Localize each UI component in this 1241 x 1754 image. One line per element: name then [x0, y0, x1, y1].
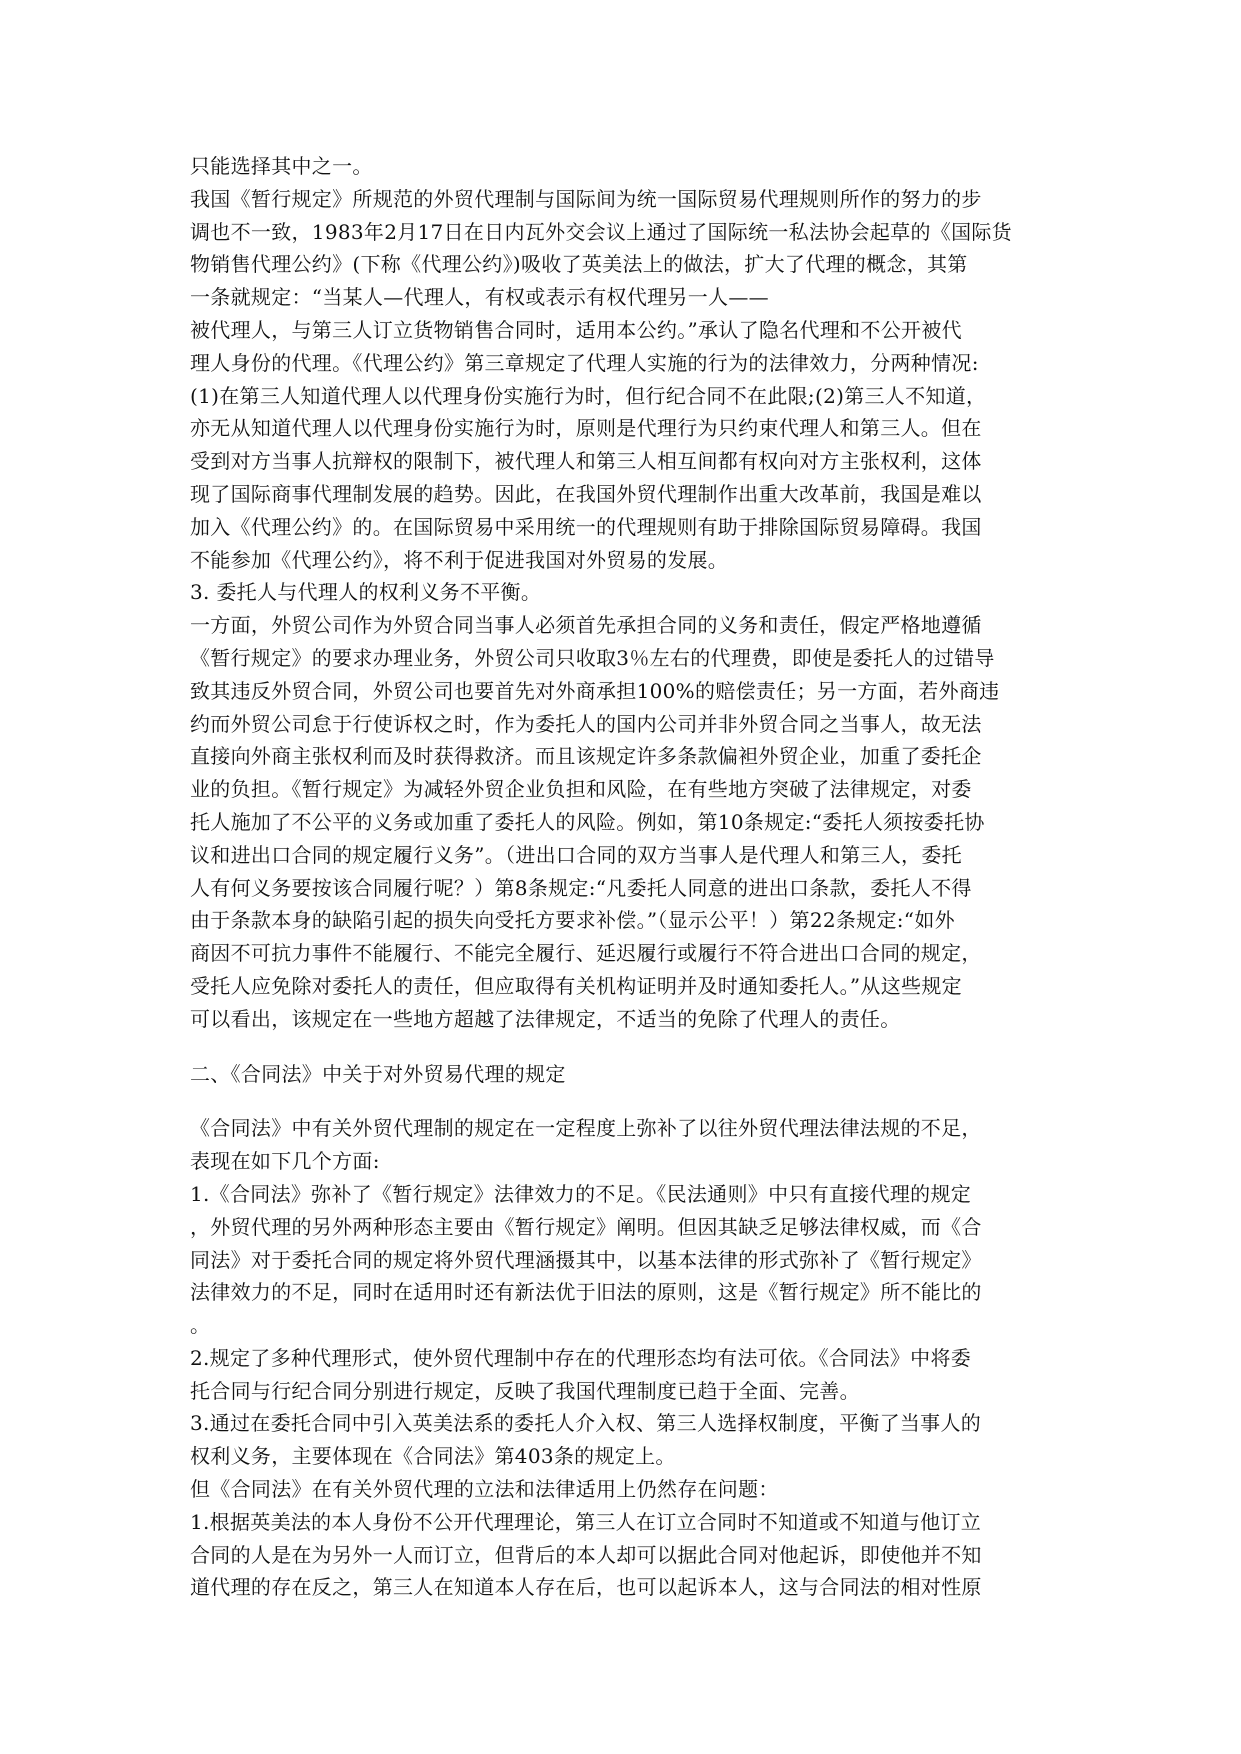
- text-line: 致其违反外贸合同，外贸公司也要首先对外商承担100%的赔偿责任；另一方面，若外商违: [190, 678, 1000, 703]
- text-line: 表现在如下几个方面:: [190, 1149, 380, 1174]
- text-line: 3.通过在委托合同中引入英美法系的委托人介入权、第三人选择权制度，平衡了当事人的: [190, 1411, 982, 1436]
- section-heading: 二、《合同法》中关于对外贸易代理的规定: [190, 1061, 566, 1086]
- text-line: 人有何义务要按该合同履行呢？）第8条规定:“凡委托人同意的进出口条款，委托人不得: [190, 875, 972, 900]
- text-line: 调也不一致，1983年2月17日在日内瓦外交会议上通过了国际统一私法协会起草的《国际货: [190, 219, 1012, 244]
- text-line: 亦无从知道代理人以代理身份实施行为时，原则是代理行为只约束代理人和第三人。但在: [190, 416, 982, 441]
- text-line: 一方面，外贸公司作为外贸合同当事人必须首先承担合同的义务和责任，假定严格地遵循: [190, 613, 982, 638]
- text-line: 道代理的存在反之，第三人在知道本人存在后，也可以起诉本人，这与合同法的相对性原: [190, 1575, 982, 1600]
- text-line: 受托人应免除对委托人的责任，但应取得有关机构证明并及时通知委托人。”从这些规定: [190, 973, 962, 998]
- text-line: 。: [190, 1313, 211, 1338]
- text-line: 但《合同法》在有关外贸代理的立法和法律适用上仍然存在问题：: [190, 1477, 779, 1502]
- document-body: [190, 150, 1050, 1604]
- text-line: 托合同与行纪合同分别进行规定，反映了我国代理制度已趋于全面、完善。: [190, 1378, 860, 1403]
- text-line: 3. 委托人与代理人的权利义务不平衡。: [190, 580, 542, 605]
- text-line: 托人施加了不公平的义务或加重了委托人的风险。例如，第10条规定:“委托人须按委托协: [190, 809, 985, 834]
- text-line: 法律效力的不足，同时在适用时还有新法优于旧法的原则，这是《暂行规定》所不能比的: [190, 1280, 982, 1305]
- text-line: ，外贸代理的另外两种形态主要由《暂行规定》阐明。但因其缺乏足够法律权威，而《合: [190, 1214, 982, 1239]
- text-line: 2.规定了多种代理形式，使外贸代理制中存在的代理形态均有法可依。《合同法》中将委: [190, 1345, 972, 1370]
- text-line: 合同的人是在为另外一人而订立，但背后的本人却可以据此合同对他起诉，即使他并不知: [190, 1542, 982, 1567]
- text-line: 受到对方当事人抗辩权的限制下，被代理人和第三人相互间都有权向对方主张权利，这体: [190, 449, 982, 474]
- text-line: 不能参加《代理公约》，将不利于促进我国对外贸易的发展。: [190, 547, 729, 572]
- text-line: 加入《代理公约》的。在国际贸易中采用统一的代理规则有助于排除国际贸易障碍。我国: [190, 514, 982, 539]
- text-line: 一条就规定：“当某人—代理人，有权或表示有权代理另一人——: [190, 285, 769, 310]
- text-line: 1.根据英美法的本人身份不公开代理理论，第三人在订立合同时不知道或不知道与他订立: [190, 1509, 982, 1534]
- text-line: 只能选择其中之一。: [190, 154, 373, 178]
- text-block-2: [190, 1112, 1050, 1604]
- text-line: 我国《暂行规定》所规范的外贸代理制与国际间为统一国际贸易代理规则所作的努力的步: [190, 186, 982, 211]
- text-line: 《暂行规定》的要求办理业务，外贸公司只收取3％左右的代理费，即使是委托人的过错导: [190, 645, 995, 670]
- text-line: (1)在第三人知道代理人以代理身份实施行为时，但行纪合同不在此限;(2)第三人不知道，: [190, 383, 987, 408]
- text-line: 被代理人，与第三人订立货物销售合同时，适用本公约。”承认了隐名代理和不公开被代: [190, 317, 962, 342]
- text-line: 现了国际商事代理制发展的趋势。因此，在我国外贸代理制作出重大改革前，我国是难以: [190, 481, 982, 506]
- text-line: 议和进出口合同的规定履行义务”。（进出口合同的双方当事人是代理人和第三人，委托: [190, 842, 962, 867]
- text-line: 物销售代理公约》(下称《代理公约》)吸收了英美法上的做法，扩大了代理的概念，其第: [190, 252, 968, 277]
- text-line: 《合同法》中有关外贸代理制的规定在一定程度上弥补了以往外贸代理法律法规的不足，: [190, 1116, 982, 1141]
- text-line: 直接向外商主张权利而及时获得救济。而且该规定许多条款偏袒外贸企业，加重了委托企: [190, 744, 982, 769]
- text-line: 1.《合同法》弥补了《暂行规定》法律效力的不足。《民法通则》中只有直接代理的规定: [190, 1181, 972, 1206]
- text-line: 可以看出，该规定在一些地方超越了法律规定，不适当的免除了代理人的责任。: [190, 1006, 901, 1031]
- text-line: 由于条款本身的缺陷引起的损失向受托方要求补偿。”（显示公平！）第22条规定:“如外: [190, 908, 955, 933]
- text-line: 权利义务，主要体现在《合同法》第403条的规定上。: [190, 1444, 676, 1469]
- spacer: [190, 1090, 1050, 1112]
- text-line: 理人身份的代理。《代理公约》第三章规定了代理人实施的行为的法律效力，分两种情况:: [190, 350, 979, 375]
- text-line: 同法》对于委托合同的规定将外贸代理涵摄其中，以基本法律的形式弥补了《暂行规定》: [190, 1247, 982, 1272]
- text-block-1: [190, 150, 1050, 1036]
- text-line: 商因不可抗力事件不能履行、不能完全履行、延迟履行或履行不符合进出口合同的规定，: [190, 941, 982, 966]
- spacer: [190, 1036, 1050, 1058]
- text-line: 业的负担。《暂行规定》为减轻外贸企业负担和风险，在有些地方突破了法律规定，对委: [190, 777, 972, 802]
- text-line: 约而外贸公司怠于行使诉权之时，作为委托人的国内公司并非外贸合同之当事人，故无法: [190, 711, 982, 736]
